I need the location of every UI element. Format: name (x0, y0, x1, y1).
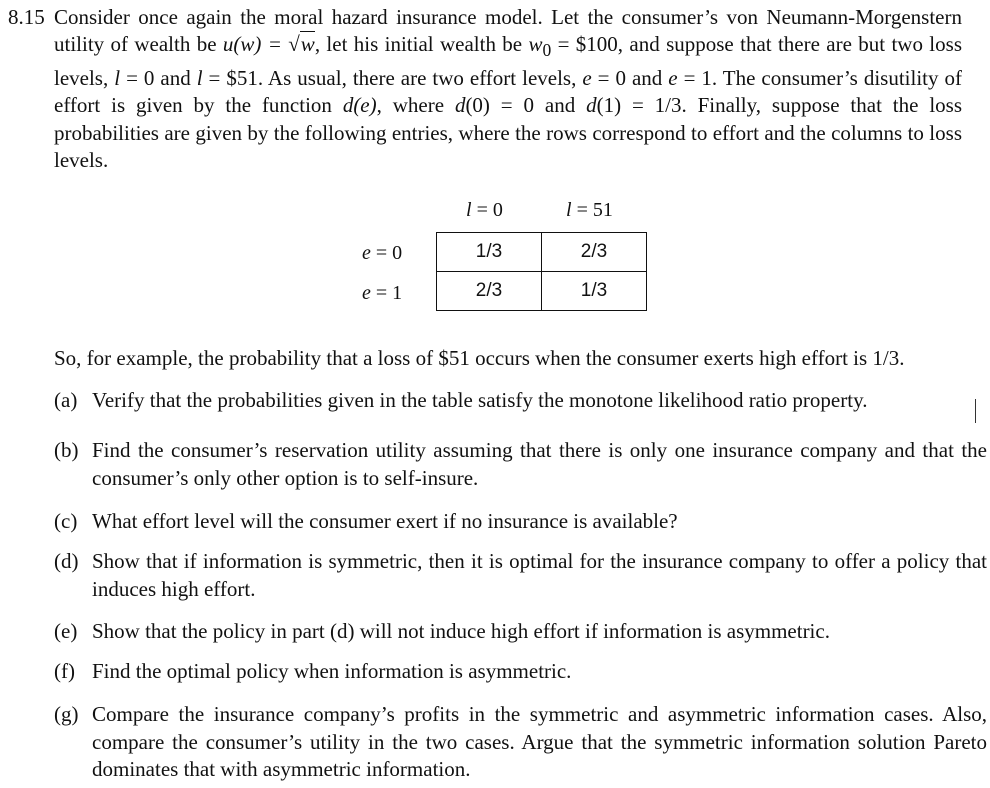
part-label: (c) (54, 509, 78, 533)
loss-probability-table (436, 232, 647, 311)
utility-function: u(w) = (222, 32, 289, 57)
exercise-intro: Consider once again the moral hazard insurance model. Let the consumer’s von Neumann-Morgenstern utility of wealth be u(w) = √w, let his initial wealth be $w_0$ = $100, and suppose that there are but two loss levels, l = 0 and l = $51. As usual, there are two effort levels, e = 0 and e = 1. The consumer’s disutility of effort is given by the function d(e), where d(0) = 0 and d(1) = 1/3. Finally, suppose that the loss probabilities are given by the following entries, where the rows correspond to effort and the columns to loss levels. (54, 5, 963, 173)
exercise-number: 8.15 (8, 5, 45, 29)
column-header-loss-0: l = 0 (466, 199, 503, 221)
part-label: (e) (54, 619, 78, 643)
row-header-effort-1: e = 1 (362, 282, 403, 304)
intro-text: Consider once again the moral hazard insurance model. Let the consumer’s von Neumann-Morgenstern utility of wealth be (54, 5, 962, 57)
row-header-effort-0: e = 0 (362, 242, 403, 264)
table-cell: 2/3 (542, 233, 647, 272)
initial-wealth-symbol: w (528, 32, 543, 57)
part-text: Verify that the probabilities given in the table satisfy the monotone likelihood ratio property. (92, 388, 868, 412)
part-text: What effort level will the consumer exert if no insurance is available? (92, 509, 678, 533)
part-text: Show that if information is symmetric, then it is optimal for the insurance company to offer a policy that induces high effort. (92, 549, 987, 601)
table-row (437, 272, 647, 311)
disutility-function: d(e) (342, 93, 377, 118)
part-text: Show that the policy in part (d) will not induce high effort if information is asymmetric. (92, 619, 830, 643)
column-header-loss-51: l = 51 (566, 199, 613, 221)
example-sentence: So, for example, the probability that a loss of $51 occurs when the consumer exerts high effort is 1/3. (54, 346, 905, 370)
part-label: (d) (54, 549, 79, 573)
part-text: Find the consumer’s reservation utility assuming that there is only one insurance company and that the consumer’s only other option is to self-insure. (92, 438, 987, 490)
table-cell: 1/3 (542, 272, 647, 311)
text-cursor (975, 399, 976, 423)
part-label: (g) (54, 702, 79, 726)
table-cell: 1/3 (437, 233, 542, 272)
table-cell: 2/3 (437, 272, 542, 311)
part-text: Compare the insurance company’s profits in the symmetric and asymmetric information cases. Also, compare the consumer’s utility in the two cases. Argue that the symmetric information solution Pareto dominates that with asymmetric information. (92, 702, 987, 781)
part-label: (a) (54, 388, 78, 412)
part-label: (f) (54, 659, 75, 683)
part-label: (b) (54, 438, 79, 462)
table-row (437, 233, 647, 272)
part-text: Find the optimal policy when information is asymmetric. (92, 659, 572, 683)
sqrt-radicand: w (300, 32, 315, 57)
